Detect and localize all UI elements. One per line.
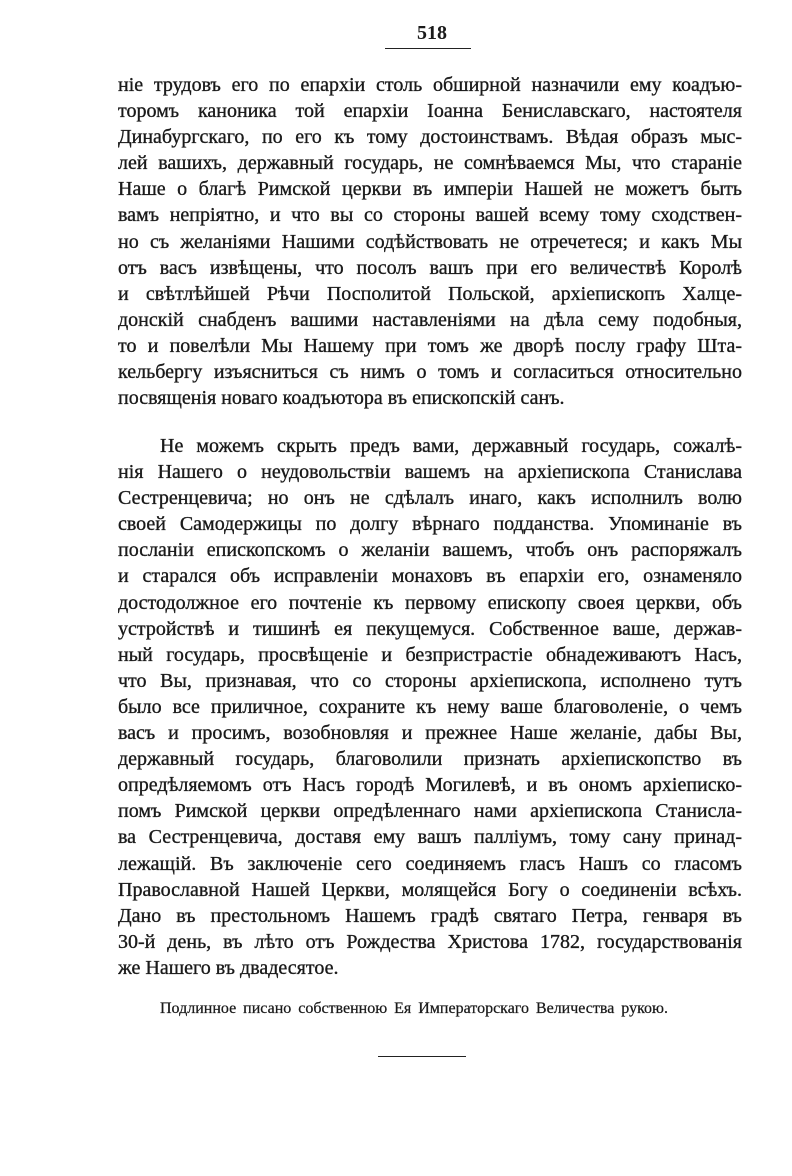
text-line: торомъ каноника той епархіи Іоанна Бениславскаго, настоятеля (118, 100, 742, 123)
text-line: Наше о благѣ Римской церкви въ имперіи Нашей не можетъ быть (118, 178, 742, 201)
text-line: достодолжное его почтеніе къ первому епископу своея церкви, объ (118, 591, 742, 614)
text-line: опредѣляемомъ отъ Насъ городѣ Могилевѣ, и въ ономъ архіеписко- (118, 774, 742, 797)
text-line: же Нашего въ двадесятое. (118, 956, 339, 979)
text-line: помъ Римской церкви опредѣленнаго нами архіепископа Станисла- (118, 800, 742, 823)
signature-line: Подлинное писано собственною Ея Императорскаго Величества рукою. (160, 1000, 668, 1017)
text-line: ный государь, просвѣщеніе и безпристрастіе обнадеживаютъ Насъ, (118, 643, 742, 666)
page-number: 518 (417, 22, 447, 44)
text-line: то и повелѣли Мы Нашему при томъ же дворѣ послу графу Шта- (118, 334, 742, 357)
text-line: ніе трудовъ его по епархіи столь обширной назначили ему коадъю- (118, 74, 742, 96)
text-line: васъ и просимъ, возобновляя и прежнее Наше желаніе, дабы Вы, (118, 722, 742, 745)
text-line: и свѣтлѣйшей Рѣчи Посполитой Польской, архіепископъ Халце- (118, 282, 742, 305)
text-line: ва Сестренцевича, доставя ему вашъ палліумъ, тому сану принад- (118, 826, 742, 849)
text-line: лей вашихъ, державный государь, не сомнѣваемся Мы, что стараніе (118, 152, 742, 175)
text-line: было все приличное, сохраните къ нему ваше благоволеніе, о чемъ (118, 695, 742, 718)
paragraph-2 (118, 433, 742, 981)
text-line: кельбергу изъясниться съ нимъ о томъ и согласиться относительно (118, 361, 742, 384)
text-line: что Вы, признавая, что со стороны архіепископа, исполнено тутъ (118, 669, 742, 692)
text-line: державный государь, благоволили признать архіепископство въ (118, 748, 742, 771)
text-line: вамъ непріятно, и что вы со стороны вашей всему тому сходствен- (118, 204, 742, 227)
text-line: посланіи епископскомъ о желаніи вашемъ, чтобъ онъ распоряжалъ (118, 539, 742, 562)
text-line: Сестренцевича; но онъ не сдѣлалъ инаго, какъ исполнилъ волю (118, 487, 742, 510)
text-line: отъ васъ извѣщены, что посолъ вашъ при его величествѣ Королѣ (118, 256, 742, 279)
text-line: лежащій. Въ заключеніе сего соединяемъ гласъ Нашъ со гласомъ (118, 852, 742, 875)
text-line: устройствѣ и тишинѣ ея пекущемуся. Собственное ваше, держав- (118, 617, 742, 640)
text-line: нія Нашего о неудовольствіи вашемъ на архіепископа Станислава (118, 461, 742, 484)
text-line: Православной Нашей Церкви, молящейся Богу о соединеніи всѣхъ. (118, 878, 742, 901)
page-number-rule (385, 48, 471, 49)
end-rule (378, 1056, 466, 1057)
text-line: своей Самодержицы по долгу вѣрнаго подданства. Упоминаніе въ (118, 513, 742, 536)
text-line: Динабургскаго, по его къ тому достоинствамъ. Вѣдая образъ мыс- (118, 126, 742, 149)
text-line: донскій снабденъ вашими наставленіями на дѣла сему подобныя, (118, 308, 742, 331)
text-line: Дано въ престольномъ Нашемъ градѣ святаго Петра, генваря въ (118, 904, 742, 927)
text-line: и старался объ исправленіи монаховъ въ епархіи его, ознаменяло (118, 565, 742, 588)
paragraph-1 (118, 72, 742, 411)
text-line: посвященія новаго коадъютора въ епископскій санъ. (118, 387, 565, 410)
text-line: но съ желаніями Нашими содѣйствовать не отречетеся; и какъ Мы (118, 230, 742, 253)
text-line: Не можемъ скрыть предъ вами, державный государь, сожалѣ- (160, 435, 742, 457)
text-line: 30-й день, въ лѣто отъ Рождества Христова 1782, государствованія (118, 930, 742, 953)
